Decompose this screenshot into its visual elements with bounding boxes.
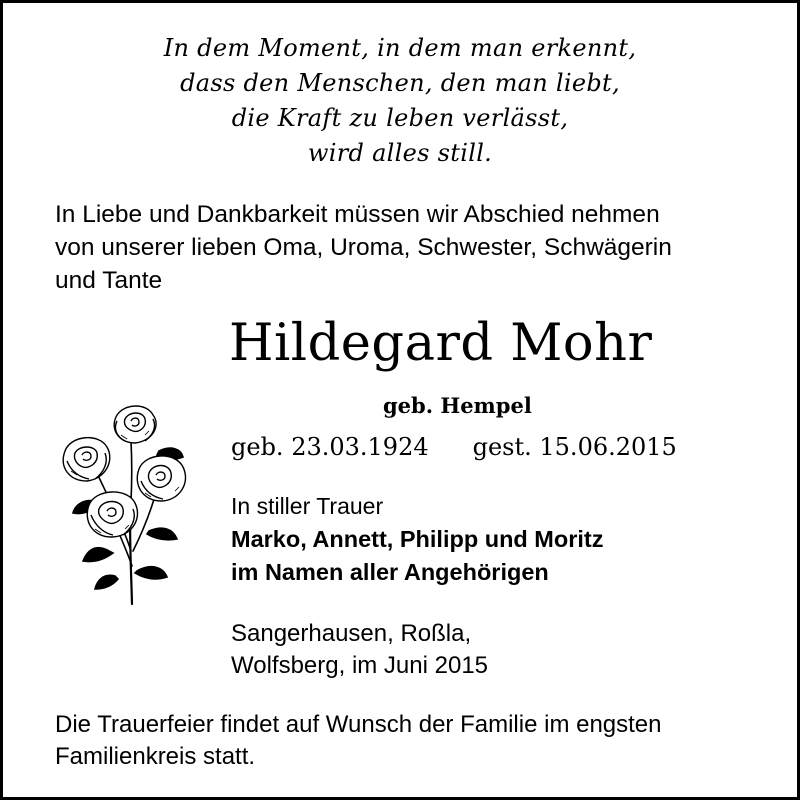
funeral-note-line: Familienkreis statt. [55,743,256,770]
maiden-name: geb. Hempel [383,393,532,418]
farewell-line: und Tante [55,267,163,294]
funeral-note-line: Die Trauerfeier findet auf Wunsch der Familie im engsten [55,711,662,738]
farewell-line: von unserer lieben Oma, Uroma, Schwester, Schwägerin [55,234,672,261]
place-line: Wolfsberg, im Juni 2015 [231,652,489,679]
mourners-intro: In stiller Trauer [231,493,384,519]
farewell-text [55,198,775,297]
place-date [231,618,488,682]
birth-date: geb. 23.03.1924 [231,433,429,461]
roses-bouquet-icon [55,401,195,606]
farewell-line: In Liebe und Dankbarkeit müssen wir Abschied nehmen [55,201,660,228]
poem-line: dass den Menschen, den man liebt, [180,69,620,97]
poem-line: In dem Moment, in dem man erkennt, [163,34,637,62]
deceased-name: Hildegard Mohr [229,314,653,373]
life-dates [231,430,677,464]
poem-line: wird alles still. [307,139,493,167]
funeral-note [55,709,662,773]
mourners-relatives: im Namen aller Angehörigen [231,559,549,585]
death-date: gest. 15.06.2015 [472,433,677,461]
memorial-poem [3,31,797,171]
place-line: Sangerhausen, Roßla, [231,620,472,647]
mourners-block [231,490,604,589]
poem-line: die Kraft zu leben verlässt, [231,104,569,132]
mourners-names: Marko, Annett, Philipp und Moritz [231,526,604,552]
